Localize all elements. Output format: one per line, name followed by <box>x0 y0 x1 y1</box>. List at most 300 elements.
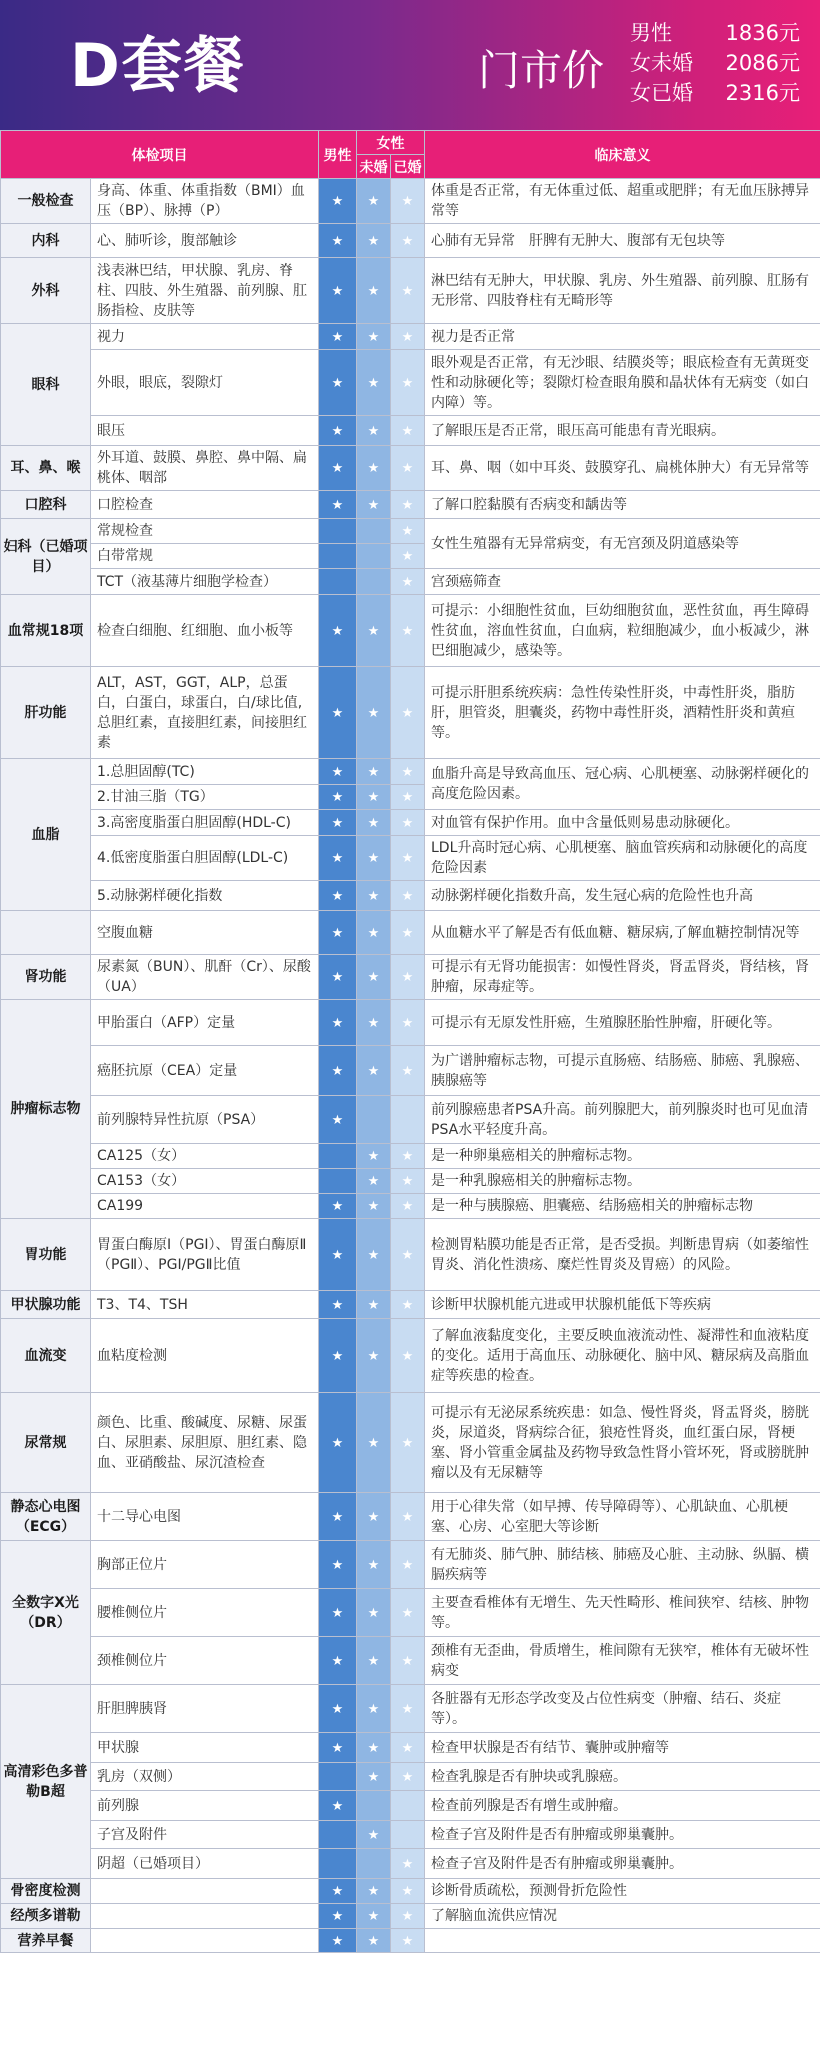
category-cell: 肝功能 <box>1 667 91 759</box>
meaning-cell: 心肺有无异常 肝脾有无肿大、腹部有无包块等 <box>425 224 820 258</box>
item-cell: 白带常规 <box>91 544 319 569</box>
item-cell: 空腹血糖 <box>91 911 319 955</box>
star-icon: ★ <box>331 1348 344 1364</box>
married-mark <box>391 1219 425 1291</box>
item-cell: CA199 <box>91 1194 319 1219</box>
star-icon: ★ <box>367 623 380 639</box>
married-mark <box>391 1637 425 1685</box>
star-icon: ★ <box>367 970 380 985</box>
married-mark <box>391 1393 425 1493</box>
star-icon: ★ <box>331 1063 344 1079</box>
married-mark <box>391 595 425 667</box>
unmarried-mark <box>357 1637 391 1685</box>
table-row <box>1 1763 820 1791</box>
unmarried-mark <box>357 785 391 810</box>
unmarried-mark <box>357 1000 391 1046</box>
star-icon: ★ <box>331 329 344 345</box>
male-mark <box>319 1096 357 1144</box>
category-cell: 营养早餐 <box>1 1929 91 1953</box>
star-icon: ★ <box>401 970 414 985</box>
star-icon: ★ <box>401 1063 414 1079</box>
table-row <box>1 519 820 544</box>
male-mark <box>319 491 357 519</box>
star-icon: ★ <box>331 1933 344 1949</box>
item-cell: 检查白细胞、红细胞、血小板等 <box>91 595 319 667</box>
meaning-cell: 诊断骨质疏松，预测骨折危险性 <box>425 1879 820 1904</box>
star-icon: ★ <box>367 1769 380 1785</box>
male-mark <box>319 1194 357 1219</box>
unmarried-mark <box>357 519 391 544</box>
table-row <box>1 1194 820 1219</box>
item-cell <box>91 1929 319 1953</box>
unmarried-mark <box>357 544 391 569</box>
category-cell: 妇科（已婚项目） <box>1 519 91 595</box>
table-row <box>1 1849 820 1879</box>
meaning-cell: 了解血液黏度变化，主要反映血液流动性、凝滞性和血液粘度的变化。适用于高血压、动脉硬化、脑中风、糖尿病及高脂血症等疾患的检查。 <box>425 1319 820 1393</box>
meaning-cell: 是一种乳腺癌相关的肿瘤标志物。 <box>425 1169 820 1194</box>
star-icon: ★ <box>331 1297 344 1313</box>
male-mark <box>319 1733 357 1763</box>
unmarried-mark <box>357 1291 391 1319</box>
unmarried-mark <box>357 955 391 1000</box>
star-icon: ★ <box>401 764 414 780</box>
category-cell: 外科 <box>1 258 91 324</box>
star-icon: ★ <box>367 1174 380 1189</box>
item-cell: ALT，AST，GGT，ALP，总蛋白，白蛋白，球蛋白，白/球比值,总胆红素，直接胆红素，间接胆红素 <box>91 667 319 759</box>
table-row <box>1 491 820 519</box>
star-icon: ★ <box>367 233 380 249</box>
male-mark <box>319 544 357 569</box>
married-mark <box>391 1493 425 1541</box>
table-row <box>1 911 820 955</box>
star-icon: ★ <box>401 524 414 539</box>
category-cell: 内科 <box>1 224 91 258</box>
male-mark <box>319 1821 357 1849</box>
meaning-cell: 为广谱肿瘤标志物，可提示直肠癌、结肠癌、肺癌、乳腺癌、胰腺癌等 <box>425 1046 820 1096</box>
meaning-cell: 视力是否正常 <box>425 324 820 350</box>
male-mark <box>319 350 357 416</box>
meaning-cell: 了解脑血流供应情况 <box>425 1904 820 1929</box>
married-mark <box>391 1685 425 1733</box>
item-cell: 甲状腺 <box>91 1733 319 1763</box>
married-mark <box>391 569 425 595</box>
male-mark <box>319 911 357 955</box>
star-icon: ★ <box>401 1348 414 1364</box>
star-icon: ★ <box>367 888 380 904</box>
star-icon: ★ <box>401 1149 414 1164</box>
married-mark <box>391 1589 425 1637</box>
male-mark <box>319 1393 357 1493</box>
meaning-cell: 检查甲状腺是否有结节、囊肿或肿瘤等 <box>425 1733 820 1763</box>
male-mark <box>319 955 357 1000</box>
male-mark <box>319 569 357 595</box>
star-icon: ★ <box>331 1247 344 1263</box>
married-mark <box>391 911 425 955</box>
married-mark <box>391 416 425 446</box>
category-cell: 血流变 <box>1 1319 91 1393</box>
table-row <box>1 1169 820 1194</box>
table-row <box>1 569 820 595</box>
header-female: 女性 <box>357 131 425 155</box>
meaning-cell: 宫颈癌筛查 <box>425 569 820 595</box>
male-mark <box>319 416 357 446</box>
table-row <box>1 1791 820 1821</box>
star-icon: ★ <box>331 705 344 721</box>
star-icon: ★ <box>331 1701 344 1717</box>
star-icon: ★ <box>367 815 380 831</box>
male-mark <box>319 595 357 667</box>
table-row <box>1 350 820 416</box>
meaning-cell: 检查子宫及附件是否有肿瘤或卵巢囊肿。 <box>425 1849 820 1879</box>
unmarried-mark <box>357 595 391 667</box>
item-cell: 视力 <box>91 324 319 350</box>
star-icon: ★ <box>367 461 380 476</box>
item-cell: TCT（液基薄片细胞学检查） <box>91 569 319 595</box>
star-icon: ★ <box>401 549 414 564</box>
married-mark <box>391 1849 425 1879</box>
item-cell: 甲胎蛋白（AFP）定量 <box>91 1000 319 1046</box>
item-cell: 口腔检查 <box>91 491 319 519</box>
unmarried-mark <box>357 836 391 881</box>
unmarried-mark <box>357 1169 391 1194</box>
star-icon: ★ <box>401 329 414 345</box>
table-row <box>1 258 820 324</box>
unmarried-mark <box>357 1879 391 1904</box>
star-icon: ★ <box>331 925 344 941</box>
star-icon: ★ <box>367 423 380 439</box>
table-row <box>1 324 820 350</box>
table-row <box>1 1000 820 1046</box>
unmarried-mark <box>357 1194 391 1219</box>
star-icon: ★ <box>331 1605 344 1621</box>
meaning-cell: 检查乳腺是否有肿块或乳腺癌。 <box>425 1763 820 1791</box>
male-mark <box>319 1291 357 1319</box>
star-icon: ★ <box>367 705 380 721</box>
header-unmarried: 未婚 <box>357 155 391 179</box>
meaning-cell: 诊断甲状腺机能亢进或甲状腺机能低下等疾病 <box>425 1291 820 1319</box>
table-row <box>1 1904 820 1929</box>
married-mark <box>391 1879 425 1904</box>
male-mark <box>319 446 357 491</box>
star-icon: ★ <box>367 1909 380 1924</box>
price-row <box>630 18 800 48</box>
married-mark <box>391 224 425 258</box>
table-row <box>1 667 820 759</box>
star-icon: ★ <box>401 851 414 866</box>
star-icon: ★ <box>367 1557 380 1573</box>
package-header <box>0 0 820 130</box>
married-mark <box>391 759 425 785</box>
item-cell: 身高、体重、体重指数（BMI）血压（BP）、脉搏（P） <box>91 179 319 224</box>
male-mark <box>319 836 357 881</box>
star-icon: ★ <box>367 1015 380 1031</box>
star-icon: ★ <box>331 815 344 831</box>
star-icon: ★ <box>331 1557 344 1573</box>
meaning-cell: 主要查看椎体有无增生、先天性畸形、椎间狭窄、结核、肿物等。 <box>425 1589 820 1637</box>
price-row <box>630 48 800 78</box>
meaning-cell: 了解眼压是否正常，眼压高可能患有青光眼病。 <box>425 416 820 446</box>
unmarried-mark <box>357 1589 391 1637</box>
item-cell: 颜色、比重、酸碱度、尿糖、尿蛋白、尿胆素、尿胆原、胆红素、隐血、亚硝酸盐、尿沉渣检查 <box>91 1393 319 1493</box>
star-icon: ★ <box>401 1740 414 1756</box>
meaning-cell: 前列腺癌患者PSA升高。前列腺肥大，前列腺炎时也可见血清PSA水平轻度升高。 <box>425 1096 820 1144</box>
male-mark <box>319 258 357 324</box>
male-mark <box>319 1929 357 1953</box>
married-mark <box>391 667 425 759</box>
star-icon: ★ <box>401 1557 414 1573</box>
star-icon: ★ <box>401 815 414 831</box>
star-icon: ★ <box>401 423 414 439</box>
table-row <box>1 1929 820 1953</box>
married-mark <box>391 1000 425 1046</box>
star-icon: ★ <box>367 1149 380 1164</box>
price-label: 女已婚 <box>630 81 693 105</box>
item-cell: 浅表淋巴结，甲状腺、乳房、脊柱、四肢、外生殖器、前列腺、肛肠指检、皮肤等 <box>91 258 319 324</box>
package-title: D套餐 <box>70 31 246 101</box>
star-icon: ★ <box>401 1435 414 1451</box>
price-label: 女未婚 <box>630 51 693 75</box>
star-icon: ★ <box>331 623 344 639</box>
meaning-cell: 有无肺炎、肺气肿、肺结核、肺癌及心脏、主动脉、纵膈、横膈疾病等 <box>425 1541 820 1589</box>
married-mark <box>391 446 425 491</box>
star-icon: ★ <box>367 790 380 805</box>
category-cell: 甲状腺功能 <box>1 1291 91 1319</box>
category-cell: 口腔科 <box>1 491 91 519</box>
male-mark <box>319 1849 357 1879</box>
married-mark <box>391 1929 425 1953</box>
unmarried-mark <box>357 1791 391 1821</box>
married-mark <box>391 1169 425 1194</box>
price-value: 2086元 <box>725 51 800 75</box>
star-icon: ★ <box>401 375 414 391</box>
table-row <box>1 1879 820 1904</box>
star-icon: ★ <box>367 1247 380 1263</box>
unmarried-mark <box>357 1685 391 1733</box>
star-icon: ★ <box>331 764 344 780</box>
star-icon: ★ <box>401 1509 414 1525</box>
table-row <box>1 1319 820 1393</box>
male-mark <box>319 1589 357 1637</box>
meaning-cell: 体重是否正常，有无体重过低、超重或肥胖；有无血压脉搏异常等 <box>425 179 820 224</box>
star-icon: ★ <box>401 888 414 904</box>
star-icon: ★ <box>331 970 344 985</box>
star-icon: ★ <box>401 925 414 941</box>
star-icon: ★ <box>331 1740 344 1756</box>
item-cell: 肝胆脾胰肾 <box>91 1685 319 1733</box>
star-icon: ★ <box>331 1509 344 1525</box>
star-icon: ★ <box>367 1884 380 1899</box>
item-cell: 乳房（双侧） <box>91 1763 319 1791</box>
star-icon: ★ <box>367 1701 380 1717</box>
male-mark <box>319 667 357 759</box>
star-icon: ★ <box>331 1015 344 1031</box>
table-row <box>1 1821 820 1849</box>
meaning-cell: 用于心律失常（如早搏、传导障碍等）、心肌缺血、心肌梗塞、心房、心室肥大等诊断 <box>425 1493 820 1541</box>
table-row <box>1 224 820 258</box>
married-mark <box>391 258 425 324</box>
table-row <box>1 1291 820 1319</box>
meaning-cell: 对血管有保护作用。血中含量低则易患动脉硬化。 <box>425 810 820 836</box>
unmarried-mark <box>357 258 391 324</box>
married-mark <box>391 785 425 810</box>
star-icon: ★ <box>401 233 414 249</box>
unmarried-mark <box>357 881 391 911</box>
star-icon: ★ <box>331 233 344 249</box>
star-icon: ★ <box>401 790 414 805</box>
table-row <box>1 881 820 911</box>
male-mark <box>319 324 357 350</box>
male-mark <box>319 1319 357 1393</box>
item-cell: 前列腺特异性抗原（PSA） <box>91 1096 319 1144</box>
table-row <box>1 1046 820 1096</box>
category-cell: 肿瘤标志物 <box>1 1000 91 1219</box>
table-row <box>1 1637 820 1685</box>
item-cell: 心、肺听诊，腹部触诊 <box>91 224 319 258</box>
unmarried-mark <box>357 224 391 258</box>
male-mark <box>319 1879 357 1904</box>
table-row <box>1 1685 820 1733</box>
star-icon: ★ <box>331 283 344 299</box>
married-mark <box>391 1096 425 1144</box>
unmarried-mark <box>357 1733 391 1763</box>
unmarried-mark <box>357 569 391 595</box>
star-icon: ★ <box>331 1909 344 1924</box>
unmarried-mark <box>357 350 391 416</box>
male-mark <box>319 519 357 544</box>
item-cell: 眼压 <box>91 416 319 446</box>
star-icon: ★ <box>367 1827 380 1843</box>
star-icon: ★ <box>401 461 414 476</box>
married-mark <box>391 1291 425 1319</box>
table-row <box>1 810 820 836</box>
male-mark <box>319 1144 357 1169</box>
meaning-cell: 可提示有无泌尿系统疾患：如急、慢性肾炎，肾盂肾炎，膀胱炎，尿道炎，肾病综合征，狼疮性肾炎，血红蛋白尿，肾梗塞、肾小管重金属盐及药物导致急性肾小管坏死，肾或膀胱肿瘤以及有无尿糖等 <box>425 1393 820 1493</box>
unmarried-mark <box>357 446 391 491</box>
unmarried-mark <box>357 1144 391 1169</box>
star-icon: ★ <box>367 1348 380 1364</box>
meaning-cell: 是一种与胰腺癌、胆囊癌、结肠癌相关的肿瘤标志物 <box>425 1194 820 1219</box>
male-mark <box>319 1904 357 1929</box>
category-cell: 经颅多谱勒 <box>1 1904 91 1929</box>
star-icon: ★ <box>401 1884 414 1899</box>
star-icon: ★ <box>367 1297 380 1313</box>
table-row <box>1 416 820 446</box>
married-mark <box>391 1541 425 1589</box>
meaning-cell: 可提示有无肾功能损害：如慢性肾炎，肾盂肾炎，肾结核，肾肿瘤，尿毒症等。 <box>425 955 820 1000</box>
table-row <box>1 955 820 1000</box>
category-cell: 胃功能 <box>1 1219 91 1291</box>
price-value: 1836元 <box>725 21 800 45</box>
star-icon: ★ <box>401 1701 414 1717</box>
table-row <box>1 1541 820 1589</box>
married-mark <box>391 810 425 836</box>
married-mark <box>391 1821 425 1849</box>
star-icon: ★ <box>401 705 414 721</box>
star-icon: ★ <box>367 925 380 941</box>
item-cell: 胸部正位片 <box>91 1541 319 1589</box>
male-mark <box>319 1685 357 1733</box>
star-icon: ★ <box>401 283 414 299</box>
item-cell: 3.高密度脂蛋白胆固醇(HDL-C) <box>91 810 319 836</box>
meaning-cell: 可提示：小细胞性贫血，巨幼细胞贫血，恶性贫血，再生障碍性贫血，溶血性贫血，白血病，粒细胞减少，血小板减少，淋巴细胞减少，感染等。 <box>425 595 820 667</box>
unmarried-mark <box>357 911 391 955</box>
star-icon: ★ <box>367 375 380 391</box>
unmarried-mark <box>357 416 391 446</box>
category-cell: 高清彩色多普勒B超 <box>1 1685 91 1879</box>
star-icon: ★ <box>401 497 414 513</box>
star-icon: ★ <box>367 283 380 299</box>
star-icon: ★ <box>367 851 380 866</box>
male-mark <box>319 759 357 785</box>
star-icon: ★ <box>367 1605 380 1621</box>
male-mark <box>319 1046 357 1096</box>
star-icon: ★ <box>331 1653 344 1669</box>
male-mark <box>319 1169 357 1194</box>
category-cell: 耳、鼻、喉 <box>1 446 91 491</box>
unmarried-mark <box>357 1929 391 1953</box>
married-mark <box>391 1733 425 1763</box>
item-cell: 胃蛋白酶原Ⅰ（PGⅠ）、胃蛋白酶原Ⅱ（PGⅡ）、PGⅠ/PGⅡ比值 <box>91 1219 319 1291</box>
meaning-cell: LDL升高时冠心病、心肌梗塞、脑血管疾病和动脉硬化的高度危险因素 <box>425 836 820 881</box>
item-cell: 血粘度检测 <box>91 1319 319 1393</box>
male-mark <box>319 179 357 224</box>
star-icon: ★ <box>331 375 344 391</box>
item-cell: 子宫及附件 <box>91 1821 319 1849</box>
meaning-cell: 血脂升高是导致高血压、冠心病、心肌梗塞、动脉粥样硬化的高度危险因素。 <box>425 759 820 810</box>
star-icon: ★ <box>401 1933 414 1949</box>
married-mark <box>391 544 425 569</box>
married-mark <box>391 1194 425 1219</box>
star-icon: ★ <box>401 1199 414 1214</box>
star-icon: ★ <box>331 851 344 866</box>
star-icon: ★ <box>331 1435 344 1451</box>
star-icon: ★ <box>367 194 380 209</box>
category-cell: 静态心电图（ECG） <box>1 1493 91 1541</box>
meaning-cell: 是一种卵巢癌相关的肿瘤标志物。 <box>425 1144 820 1169</box>
category-cell: 全数字X光（DR） <box>1 1541 91 1685</box>
star-icon: ★ <box>401 1247 414 1263</box>
star-icon: ★ <box>401 1605 414 1621</box>
item-cell: 尿素氮（BUN）、肌酐（Cr）、尿酸（UA） <box>91 955 319 1000</box>
item-cell: 常规检查 <box>91 519 319 544</box>
married-mark <box>391 1791 425 1821</box>
header-meaning: 临床意义 <box>425 131 820 179</box>
married-mark <box>391 1144 425 1169</box>
category-cell: 一般检查 <box>1 179 91 224</box>
unmarried-mark <box>357 1493 391 1541</box>
table-row <box>1 836 820 881</box>
item-cell: T3、T4、TSH <box>91 1291 319 1319</box>
unmarried-mark <box>357 1821 391 1849</box>
table-row <box>1 1144 820 1169</box>
item-cell <box>91 1879 319 1904</box>
table-row <box>1 595 820 667</box>
star-icon: ★ <box>367 329 380 345</box>
star-icon: ★ <box>401 1909 414 1924</box>
star-icon: ★ <box>331 1112 344 1128</box>
unmarried-mark <box>357 1096 391 1144</box>
unmarried-mark <box>357 324 391 350</box>
married-mark <box>391 350 425 416</box>
category-cell <box>1 911 91 955</box>
item-cell <box>91 1904 319 1929</box>
married-mark <box>391 519 425 544</box>
price-label: 男性 <box>630 21 672 45</box>
star-icon: ★ <box>331 1798 344 1814</box>
star-icon: ★ <box>367 497 380 513</box>
star-icon: ★ <box>331 194 344 209</box>
married-mark <box>391 1046 425 1096</box>
